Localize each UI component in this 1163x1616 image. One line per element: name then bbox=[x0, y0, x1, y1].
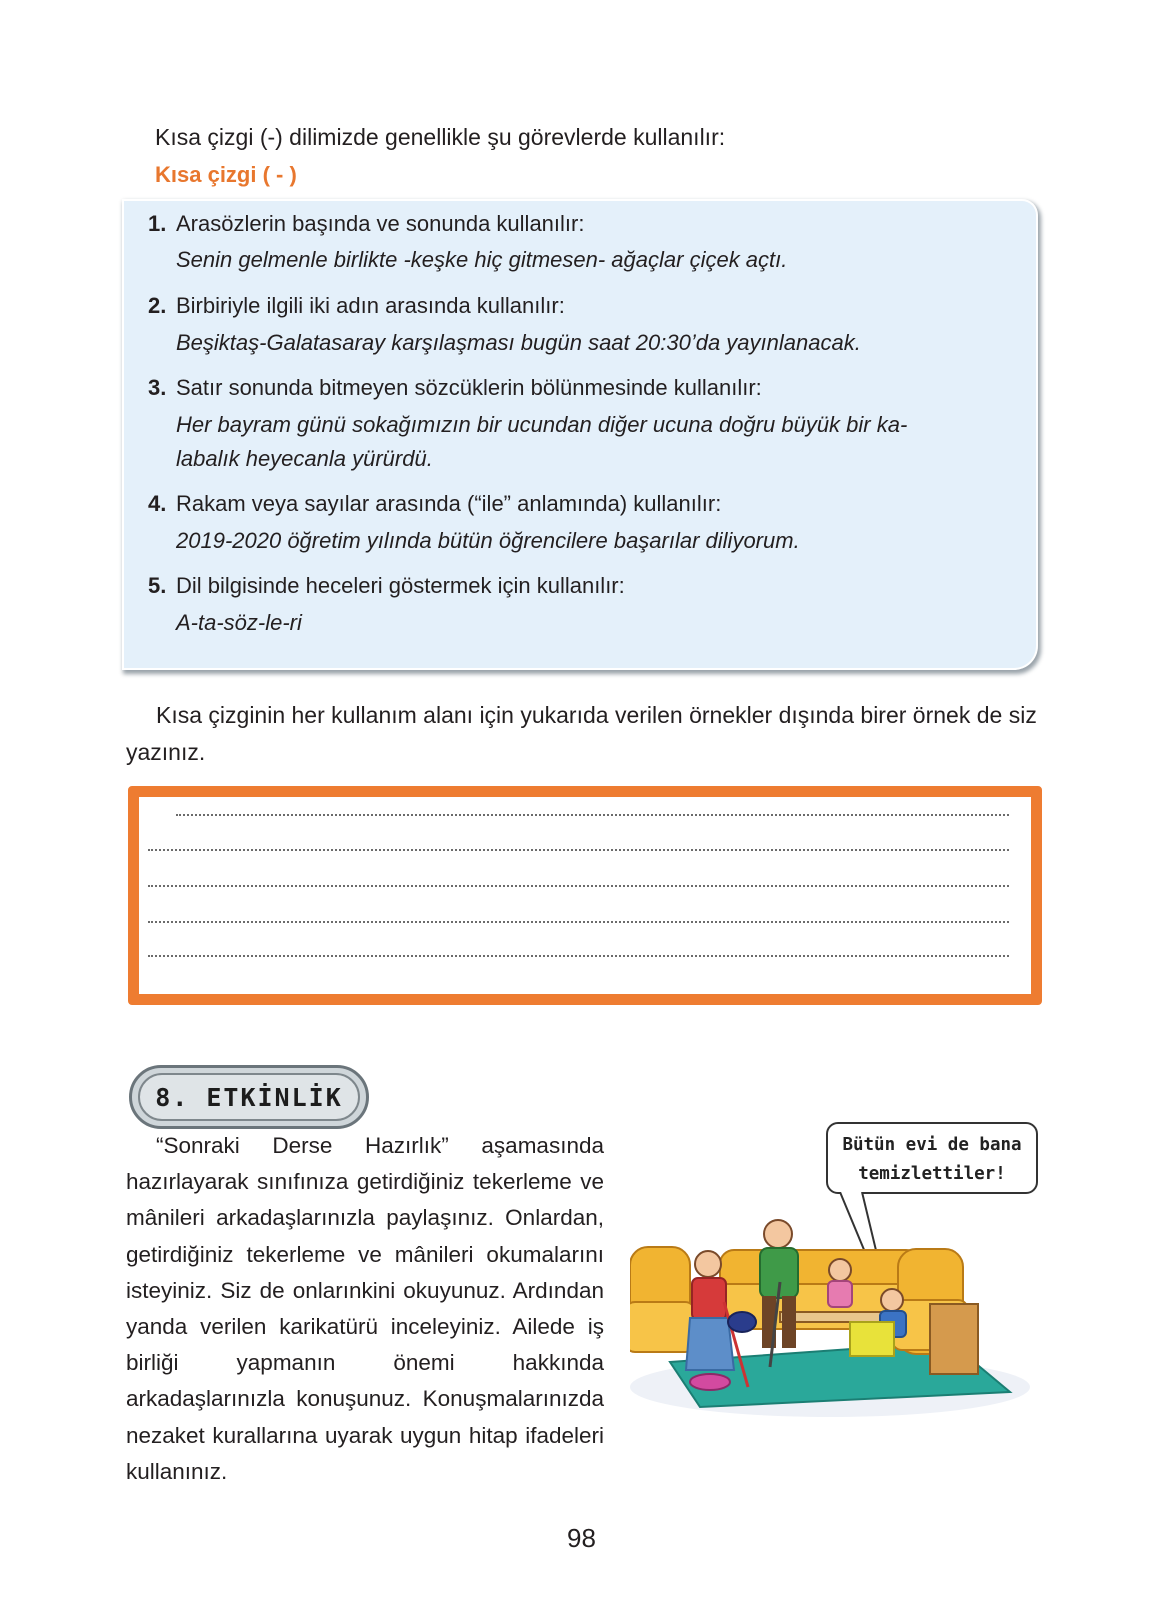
rule-text: Rakam veya sayılar arasında (“ile” anlamında) kullanılır: bbox=[176, 491, 722, 516]
rule-number: 5. bbox=[148, 573, 167, 598]
rule-number: 4. bbox=[148, 491, 167, 516]
answer-line[interactable] bbox=[148, 955, 1009, 957]
answer-line[interactable] bbox=[176, 814, 1009, 816]
task-instruction: Kısa çizginin her kullanım alanı için yukarıda verilen örnekler dışında birer örnek de siz yazınız. bbox=[126, 702, 1037, 765]
rule-2 bbox=[148, 293, 565, 319]
intro-text: Kısa çizgi (-) dilimizde genellikle şu görevlerde kullanılır: bbox=[155, 124, 726, 150]
rule-1 bbox=[148, 211, 584, 237]
rule-example-continued: labalık heyecanla yürürdü. bbox=[176, 446, 433, 471]
answer-line[interactable] bbox=[148, 921, 1009, 923]
rule-example: Beşiktaş-Galatasaray karşılaşması bugün saat 20:30’da yayınlanacak. bbox=[176, 330, 861, 355]
bubble-line: Bütün evi de bana bbox=[842, 1135, 1022, 1155]
activity-badge bbox=[129, 1065, 369, 1129]
answer-line[interactable] bbox=[148, 849, 1009, 851]
bubble-line: temizlettiler! bbox=[858, 1164, 1006, 1184]
rule-text: Dil bilgisinde heceleri göstermek için kullanılır: bbox=[176, 573, 625, 598]
answer-box[interactable] bbox=[128, 786, 1042, 1005]
rule-number: 1. bbox=[148, 211, 167, 236]
answer-line[interactable] bbox=[148, 885, 1009, 887]
rule-number: 3. bbox=[148, 375, 167, 400]
activity-text: “Sonraki Derse Hazırlık” aşamasında hazırlayarak sınıfınıza getirdiğiniz tekerleme ve mânileri arkadaşlarınızla paylaşınız. Onlardan, getirdiğiniz tekerleme ve mânileri okumalarını isteyiniz. Siz de onlarınkini okuyunuz. Ardından yanda verilen karikatürü inceleyiniz. Ailede iş birliği yapmanın önemi hakkında arkadaşlarınızla konuşunuz. Konuşmalarınızda nezaket kurallarına uyarak uygun hitap ifadeleri kullanınız. bbox=[126, 1133, 604, 1484]
rule-text: Satır sonunda bitmeyen sözcüklerin bölünmesinde kullanılır: bbox=[176, 375, 762, 400]
rule-text: Arasözlerin başında ve sonunda kullanılır: bbox=[176, 211, 585, 236]
rules-box bbox=[124, 201, 1036, 668]
rule-example: 2019-2020 öğretim yılında bütün öğrencilere başarılar diliyorum. bbox=[176, 528, 800, 553]
rule-5 bbox=[148, 573, 625, 599]
rule-text: Birbiriyle ilgili iki adın arasında kullanılır: bbox=[176, 293, 565, 318]
family-cleaning-cartoon bbox=[630, 1192, 1030, 1422]
section-heading: Kısa çizgi ( - ) bbox=[155, 162, 297, 187]
page-number: 98 bbox=[567, 1523, 596, 1553]
rule-3 bbox=[148, 375, 762, 401]
speech-bubble bbox=[826, 1122, 1038, 1194]
rule-number: 2. bbox=[148, 293, 167, 318]
rule-example: A-ta-söz-le-ri bbox=[176, 610, 302, 635]
rule-4 bbox=[148, 491, 721, 517]
activity-label: 8. ETKİNLİK bbox=[138, 1073, 360, 1121]
rule-example: Her bayram günü sokağımızın bir ucundan diğer ucuna doğru büyük bir ka- bbox=[176, 412, 908, 437]
rule-example: Senin gelmenle birlikte -keşke hiç gitmesen- ağaçlar çiçek açtı. bbox=[176, 247, 788, 272]
